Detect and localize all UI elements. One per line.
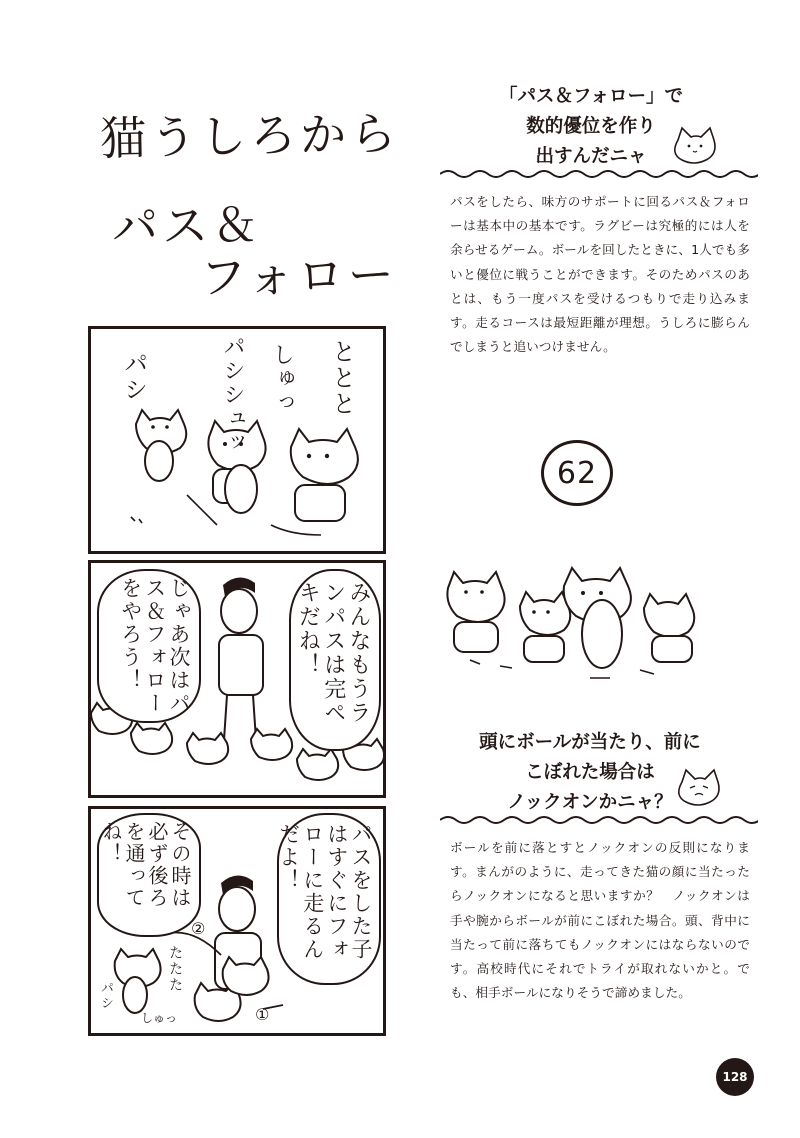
divider-wavy-2 xyxy=(440,814,758,826)
sfx-pashi: パシ xyxy=(119,351,148,403)
comic-panel-1 xyxy=(88,326,386,554)
section-2-heading-line-1: 頭にボールが当たり、前に xyxy=(479,732,701,753)
section-1-body: パスをしたら、味方のサポートに回るパス＆フォローは基本中の基本です。ラグビーは究極的には人を余らせるゲーム。ボールを回したときに、1人でも多いと優位に戦うことができます。そのためパスのあとは、もう一度パスを受けるつもりで走り込みます。走るコースは最短距離が理想。うしろに膨らんでしまうと追いつけません。 xyxy=(450,194,750,355)
page-number: 128 xyxy=(716,1058,754,1096)
sfx-totto: ととと xyxy=(327,339,356,417)
page-title-line-3: フォロー xyxy=(199,247,399,305)
sfx-tatata: たたた xyxy=(167,945,184,993)
page-title-line-2: パス＆ xyxy=(111,197,263,255)
sfx-shuttsu: しゅっ xyxy=(269,343,295,415)
divider-wavy-1 xyxy=(440,168,758,180)
section-2-heading-line-3: ノックオンかニャ？ xyxy=(507,792,673,813)
section-1-heading-line-2: 数的優位を作り xyxy=(526,116,656,137)
marker-1: ① xyxy=(255,1005,270,1024)
sfx-pashi-shutsu: パシシュッ xyxy=(220,335,245,455)
sfx-shuttsu: しゅっ xyxy=(141,1011,178,1025)
cat-face-icon xyxy=(672,126,718,166)
section-2-body: ボールを前に落とすとノックオンの反則になります。まんがのように、走ってきた猫の顔に当たったらノックオンになると思いますか？ ノックオンは手や腕からボールが前にこぼれた場合。頭、背中に当たって前に落ちてもノックオンにはならないのです。高校時代にそれでトライが取れないかと。でも、相手ボールになりそうで諦めました。 xyxy=(450,840,750,1001)
speech-text-left: じゃあ次はパス＆フォローをやろう！ xyxy=(118,577,191,715)
comic-panel-2 xyxy=(88,560,386,798)
page-title-line-1: 猫うしろから xyxy=(99,106,401,166)
comic-panel-3 xyxy=(88,806,386,1036)
section-2-heading-line-2: こぼれた場合は xyxy=(525,762,655,783)
marker-2: ② xyxy=(191,919,206,938)
section-1-heading-line-1: 「パス＆フォロー」で xyxy=(498,86,684,107)
cats-running-illustration xyxy=(440,548,730,698)
speech-text-left: その時は必ず後ろを通ってね！ xyxy=(99,821,192,909)
sfx-pashi: パシ xyxy=(97,981,113,1011)
speech-text-right: みんなもうランパスは完ペキだね！ xyxy=(295,581,371,725)
cat-face-icon xyxy=(676,768,722,808)
section-1-heading-line-3: 出すんだニャ xyxy=(535,146,647,167)
speech-text-right: パスをした子はすぐにフォローに走るんだよ！ xyxy=(276,823,373,961)
rule-number-badge: 62 xyxy=(541,440,613,506)
